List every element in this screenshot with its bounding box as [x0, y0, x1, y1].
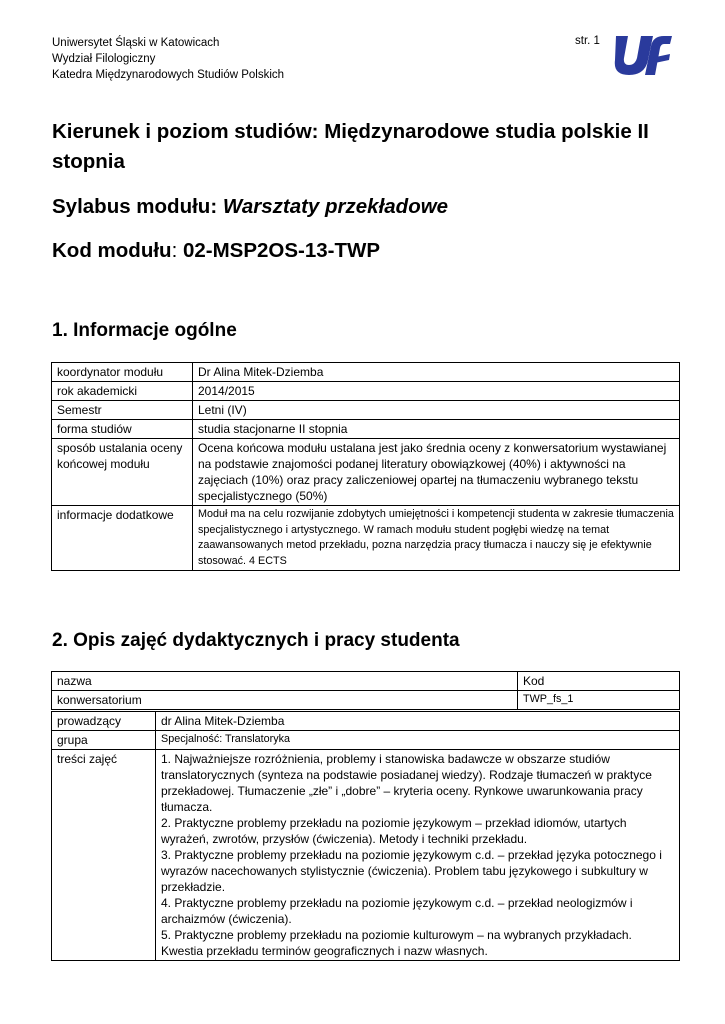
row-label: rok akademicki: [52, 382, 193, 401]
sylabus-title: [52, 192, 692, 222]
content-item: 2. Praktyczne problemy przekładu na poziomie językowym – przekład idiomów, utartych wyrażeń, zwrotów, przysłów (ćwiczenia). Metody i techniki przekładu.: [161, 816, 627, 846]
sylabus-label: Sylabus modułu:: [52, 195, 218, 218]
kod-value-cell: TWP_fs_1: [518, 691, 680, 710]
row-label: koordynator modułu: [52, 363, 193, 382]
kierunek-value: Międzynarodowe studia polskie II stopnia: [52, 120, 649, 173]
page-number: str. 1: [575, 35, 600, 47]
university-logo-icon: [612, 32, 674, 76]
row-label: Semestr: [52, 401, 193, 420]
table-row: [52, 420, 680, 439]
content-item: 4. Praktyczne problemy przekładu na poziomie językowym c.d. – przekład neologizmów i archaizmów (ćwiczenia).: [161, 896, 633, 926]
row-label: prowadzący: [52, 712, 156, 731]
sylabus-value: Warsztaty przekładowe: [222, 195, 449, 218]
module-name-table: [51, 671, 680, 710]
name-header: nazwa: [52, 672, 518, 691]
content-item: 5. Praktyczne problemy przekładu na poziomie kulturowym – na wybranych przykładach. Kwestia przekładu terminów geograficznych i nazw własnych.: [161, 928, 632, 958]
table-row: [52, 712, 680, 731]
table-row: [52, 506, 680, 571]
table-row: [52, 731, 680, 750]
row-value: Letni (IV): [193, 401, 680, 420]
row-label: sposób ustalania oceny końcowej modułu: [52, 439, 193, 506]
row-label: forma studiów: [52, 420, 193, 439]
section-1-heading: 1. Informacje ogólne: [52, 320, 237, 341]
header-department: Katedra Międzynarodowych Studiów Polskich: [52, 69, 285, 81]
table-header-row: [52, 672, 680, 691]
course-details-table: [51, 711, 680, 961]
row-value: dr Alina Mitek-Dziemba: [156, 712, 680, 731]
row-label: grupa: [52, 731, 156, 750]
kod-value: 02-MSP2OS-13-TWP: [182, 239, 381, 262]
kod-header: Kod: [518, 672, 680, 691]
kod-label: Kod modułu: [52, 239, 172, 262]
name-value: konwersatorium: [52, 691, 518, 710]
kierunek-label: Kierunek i poziom studiów:: [52, 120, 319, 143]
section-2-heading: 2. Opis zajęć dydaktycznych i pracy studenta: [52, 630, 460, 651]
table-row: [52, 363, 680, 382]
kierunek-title: [52, 117, 692, 177]
row-value: Ocena końcowa modułu ustalana jest jako średnia oceny z konwersatorium wystawianej na podstawie znajomości podanej literatury obowiązkowej (40%) i aktywności na zajęciach (10%) oraz pracy zaliczeniowej opartej na tłumaczeniu wybranego tekstu specjalistycznego (50%): [193, 439, 680, 506]
kod-title: [52, 236, 692, 266]
header-faculty: Wydział Filologiczny: [52, 53, 156, 65]
header-university: Uniwersytet Śląski w Katowicach: [52, 37, 220, 49]
row-value: studia stacjonarne II stopnia: [193, 420, 680, 439]
general-info-table: [51, 362, 680, 571]
content-item: 3. Praktyczne problemy przekładu na poziomie językowym c.d. – przekład języka potocznego i wyrazów nacechowanych stylistycznie (ćwiczenia). Problem tabu językowego i subkultury w przekładzie.: [161, 848, 662, 894]
kod-separator: :: [171, 239, 178, 262]
content-item: 1. Najważniejsze rozróżnienia, problemy i stanowiska badawcze w obszarze studiów translatorycznych (synteza na podstawie posiadanej wiedzy). Rodzaje tłumaczeń w praktyce przekładowej. Tłumaczenie „złe” i „dobre” – kryteria oceny. Rynkowe uwarunkowania pracy tłumacza.: [161, 752, 652, 814]
row-value: Dr Alina Mitek-Dziemba: [193, 363, 680, 382]
row-value: 2014/2015: [193, 382, 680, 401]
row-value: Moduł ma na celu rozwijanie zdobytych umiejętności i kompetencji studenta w zakresie tłumaczenia specjalistycznego i artystycznego. W ramach modułu student pogłębi wiedzę na temat zaawansowanych metod przekładu, pozna narzędzia pracy tłumacza i nauczy się je efektywnie stosować. 4 ECTS: [193, 506, 680, 571]
table-row: [52, 382, 680, 401]
course-content: [156, 750, 680, 961]
row-label: informacje dodatkowe: [52, 506, 193, 571]
table-row: [52, 401, 680, 420]
table-row: [52, 439, 680, 506]
table-row: [52, 691, 680, 710]
row-value: Specjalność: Translatoryka: [156, 731, 680, 750]
row-label: treści zajęć: [52, 750, 156, 961]
table-row: [52, 750, 680, 961]
document-header: [52, 35, 284, 83]
